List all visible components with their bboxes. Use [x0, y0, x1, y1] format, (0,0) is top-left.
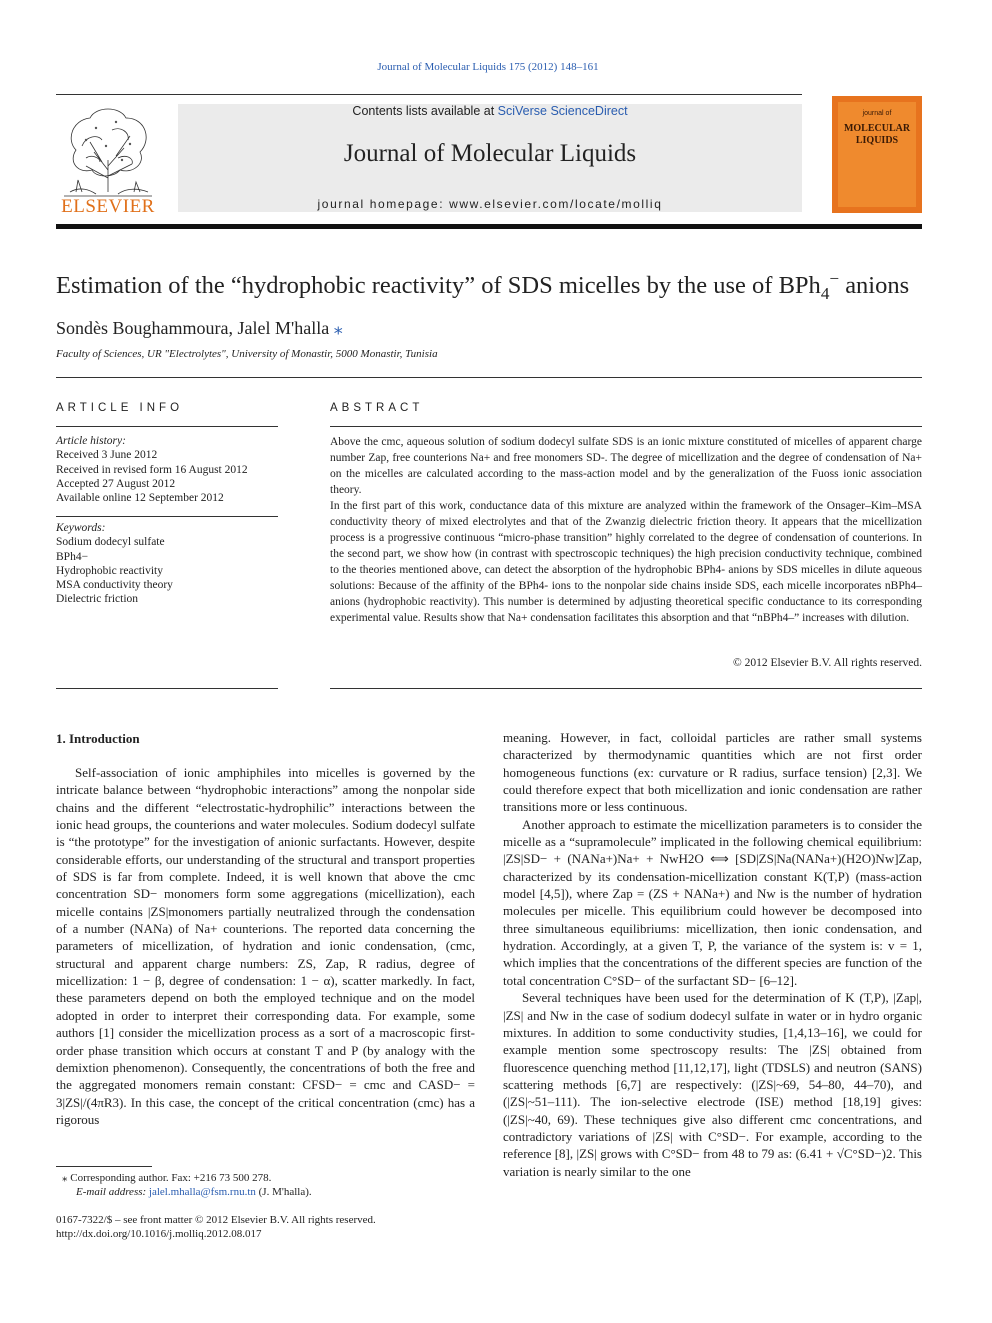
body-paragraph: Another approach to estimate the micellization parameters is to consider the micelle as a “supramolecule” implicated in the following chemical equilibrium: |ZS|SD− + (NANa+)Na+ + NwH2O ⟺ [SD|ZS|Na(NANa+)(H2O)Nw]Zap, characterized by its condensation-micellization constant K(T,P) (mass-action model [4,5]), where Zap = (ZS + NANa+) and Nw is the number of hydration molecules per micelle. This equilibrium could however be decomposed into three simultaneous equilibriums: micellization, then ionic condensation, and hydration. Accordingly, at a given T, P, the variance of the system is: v = 1, which implies that the concentrations of the different species are function of the total concentration C°SD− of the surfactant SD− [6–12].: [503, 816, 922, 988]
body-right-column: [503, 729, 922, 1180]
keyword-item: BPh4−: [56, 550, 89, 563]
authors-names: Sondès Boughammoura, Jalel M'halla: [56, 318, 330, 338]
article-title-superscript: −: [829, 268, 840, 288]
email-suffix: (J. M'halla).: [255, 1186, 312, 1198]
article-info-rule: [56, 426, 278, 427]
keyword-item: Hydrophobic reactivity: [56, 564, 163, 577]
abstract-heading: ABSTRACT: [330, 402, 424, 414]
journal-homepage[interactable]: journal homepage: www.elsevier.com/locate/molliq: [317, 197, 663, 211]
article-title: [56, 268, 936, 303]
header-top-rule: [56, 94, 802, 95]
article-info-heading: ARTICLE INFO: [56, 402, 184, 414]
article-title-end: anions: [839, 272, 910, 299]
cover-panel: [838, 102, 916, 207]
history-item: Received in revised form 16 August 2012: [56, 463, 248, 476]
abstract-paragraph: Above the cmc, aqueous solution of sodium dodecyl sulfate SDS is an ionic mixture constituted of micelles of apparent charge number Zap, free counterions Na+ and free monomers SD-. The degree of micellization and the degree of condensation of Na+ on the micelles are calculated according to the mass-action model and by the generalization of the Fuoss ionic association theory.: [330, 436, 922, 496]
cover-journal-of: journal of: [862, 110, 892, 117]
body-paragraph: Self-association of ionic amphiphiles into micelles is governed by the intricate balance between “hydrophobic interactions” among the nonpolar side chains and the different “electrostatic-hydrophilic” interactions between the ionic head groups, the counterions and water molecules. Sodium dodecyl sulfate is “the prototype” for the investigation of anionic surfactants. However, despite considerable efforts, our understanding of the structural and transport properties of SDS is far from complete. Indeed, it is well known that above the cmc concentration SD− monomers form some aggregations (micellization), each micelle contains |ZS|monomers partially neutralized through the condensation of a number (NANa) of Na+ counterions. The reported data concerning the parameters of micellization, of hydration and ionic condensation, (cmc, structural and apparent charge numbers: ZS, Zap, R radius, degree of micellization: 1 − β, degree of condensation: 1 − α), scatter markedly. In fact, these parameters depend on both the employed technique and on the model adopted in order to interpret their corresponding data. For example, some authors [1] consider the micellization process as a sort of a macroscopic first-order phase transition which occurs at constant T and P (by analogy with the demixtion phenomenon). Consequently, the concentrations of both the free and the aggregated monomers remain constant: CFSD− = cmc and CASD− = 3|ZS|/(4πR3). In this case, the concept of the critical concentration (cmc) has a rigorous: [56, 765, 475, 1127]
cover-title: [832, 123, 922, 147]
keyword-item: Dielectric friction: [56, 593, 139, 606]
body-left-column: [56, 764, 475, 1128]
journal-reference[interactable]: Journal of Molecular Liquids 175 (2012) 148–161: [377, 61, 599, 73]
section-heading-introduction: 1. Introduction: [56, 731, 140, 746]
contents-prefix: Contents lists available at: [352, 104, 498, 118]
abstract-bottom-rule: [330, 688, 922, 689]
body-paragraph: meaning. However, in fact, colloidal particles are rather small systems characterized by thermodynamic quantities which are not first order homogeneous functions (ex: curvature or R radius, surface tension) [2,3]. We could therefore expect that both micellization and ionic condensation are rather transitions more or less continuous.: [503, 730, 922, 815]
email-label: E-mail address:: [76, 1186, 149, 1198]
corresponding-author-mark[interactable]: ⁎: [333, 318, 343, 338]
article-title-subscript: 4: [820, 283, 830, 303]
abstract-rule: [330, 426, 922, 427]
abstract-copyright: © 2012 Elsevier B.V. All rights reserved.: [733, 657, 922, 669]
keywords-label: Keywords:: [56, 522, 106, 534]
header-thick-rule: [56, 224, 922, 229]
history-item: Accepted 27 August 2012: [56, 477, 176, 490]
abstract-text: [330, 434, 922, 626]
keyword-item: MSA conductivity theory: [56, 579, 173, 592]
history-item: Available online 12 September 2012: [56, 492, 224, 505]
journal-title: Journal of Molecular Liquids: [343, 140, 637, 167]
footnote-rule: [56, 1166, 152, 1167]
footnote-email-line: [76, 1186, 312, 1198]
cover-title-liquids: LIQUIDS: [855, 135, 899, 146]
email-link[interactable]: jalel.mhalla@fsm.rnu.tn: [148, 1186, 256, 1198]
issn-line: 0167-7322/$ – see front matter © 2012 Elsevier B.V. All rights reserved.: [56, 1214, 376, 1226]
journal-cover-thumbnail: [832, 96, 922, 213]
article-title-main: Estimation of the “hydrophobic reactivity” of SDS micelles by the use of BPh: [56, 272, 821, 299]
info-bottom-rule: [56, 688, 278, 689]
keywords-rule: [56, 516, 278, 517]
article-history: [56, 434, 278, 505]
elsevier-wordmark: ELSEVIER: [61, 196, 155, 217]
author-list: [56, 318, 343, 339]
history-item: Received 3 June 2012: [56, 449, 158, 462]
sciencedirect-link[interactable]: SciVerse ScienceDirect: [497, 104, 628, 118]
contents-available-line: [178, 104, 802, 118]
keywords: [56, 521, 278, 607]
info-top-rule: [56, 377, 922, 378]
history-label: Article history:: [56, 435, 126, 447]
affiliation: Faculty of Sciences, UR "Electrolytes", University of Monastir, 5000 Monastir, Tunisia: [56, 348, 438, 360]
doi-link[interactable]: http://dx.doi.org/10.1016/j.molliq.2012.08.017: [56, 1228, 262, 1240]
keyword-item: Sodium dodecyl sulfate: [56, 536, 165, 549]
footnote-corresponding: ⁎ Corresponding author. Fax: +216 73 500 278.: [62, 1172, 272, 1184]
abstract-paragraph: In the first part of this work, conductance data of this mixture are analyzed within the framework of the Onsager–Kim–MSA conductivity theory of mixed electrolytes and that of the Zwanzig dielectric friction theory. It appears that the micellization process is a progressive continuous “micro-phase transition” highly correlated to the degree of condensation of counterions. In the second part, we show how (in contrast with spectroscopic techniques) the high precision conductivity technique, combined to the theories mentioned above, can detect the absorption of the hydrophobic BPh4- anions by SDS micelles in dilute aqueous solutions: Because of the affinity of the BPh4- ions to the nonpolar side chains inside SDS, each micelle incorporates nBPh4– anions (hydrophobic reactivity). This number is determined by adjusting theoretical specific conductance to its corresponding experimental value. Results show that Na+ condensation facilitates this absorption and that “nBPh4–” increases with dilution.: [330, 500, 922, 624]
cover-title-molecular: MOLECULAR: [843, 123, 911, 134]
body-paragraph: Several techniques have been used for the determination of K (T,P), |Zap|, |ZS| and Nw in the case of sodium dodecyl sulfate in water or in hydro organic mixtures. In addition to some conductivity studies, [1,4,13–16], we could for example mention some spectroscopy results: The |ZS| obtained from fluorescence quenching method [11,12,17], light (TDSLS) and neutron (SANS) scattering methods [6,7] are respectively: (|ZS|~69, 54–80, 44–70), and (|ZS|~51–111). The ion-selective electrode (ISE) method [18,19] gives: (|ZS|~40, 69). These techniques give also different cmc concentrations, and contradictory variations of |ZS| with C°SD−. For example, according to the reference [8], |ZS| grows with C°SD− from 48 to 79 as: (6.41 + √C°SD−)2. This variation is nearly similar to the one: [503, 990, 922, 1179]
